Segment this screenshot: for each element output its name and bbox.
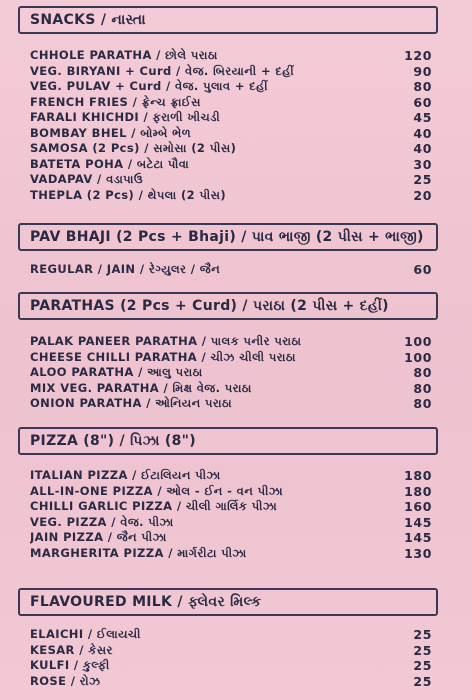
item-name: VEG. PULAV + Curd / વેજ. પુલાવ + દહીં bbox=[30, 79, 268, 94]
menu-item bbox=[30, 381, 432, 397]
item-price: 25 bbox=[413, 172, 432, 188]
item-name: KULFI / કુલ્ફી bbox=[30, 658, 110, 673]
menu-item bbox=[30, 95, 432, 111]
item-price: 25 bbox=[413, 627, 432, 643]
section-items-snacks bbox=[30, 48, 432, 203]
item-name: REGULAR / JAIN / રેગ્યુલર / જૈન bbox=[30, 262, 221, 277]
item-price: 80 bbox=[413, 380, 432, 396]
item-price: 80 bbox=[413, 365, 432, 381]
item-price: 20 bbox=[413, 187, 432, 203]
item-price: 100 bbox=[404, 349, 432, 365]
item-price: 30 bbox=[413, 156, 432, 172]
item-name: FRENCH FRIES / ફ્રેન્ચ ફ્રાઈસ bbox=[30, 94, 201, 109]
menu-item bbox=[30, 484, 432, 500]
item-price: 180 bbox=[404, 483, 432, 499]
item-name: BOMBAY BHEL / બોમ્બે ભેળ bbox=[30, 125, 192, 140]
item-name: ITALIAN PIZZA / ઈટાલિયન પીઝા bbox=[30, 468, 221, 483]
item-name: CHHOLE PARATHA / છોલે પરાઠા bbox=[30, 48, 218, 63]
item-price: 25 bbox=[413, 642, 432, 658]
item-price: 145 bbox=[404, 530, 432, 546]
menu-item bbox=[30, 262, 432, 278]
item-name: VADAPAV / વડાપાઉં bbox=[30, 172, 143, 187]
menu-item bbox=[30, 530, 432, 546]
section-header-parathas bbox=[18, 292, 438, 320]
item-name: VEG. PIZZA / વેજ. પીઝા bbox=[30, 514, 174, 529]
menu-item bbox=[30, 64, 432, 80]
menu-item bbox=[30, 350, 432, 366]
menu-item bbox=[30, 79, 432, 95]
item-name: ALOO PARATHA / આલુ પરાઠા bbox=[30, 365, 203, 380]
menu-item bbox=[30, 396, 432, 412]
item-name: JAIN PIZZA / જૈન પીઝા bbox=[30, 530, 167, 545]
section-header-snacks bbox=[18, 6, 438, 34]
item-price: 145 bbox=[404, 514, 432, 530]
item-price: 60 bbox=[413, 94, 432, 110]
item-name: VEG. BIRYANI + Curd / વેજ. બિરયાની + દહીં bbox=[30, 63, 295, 78]
menu-item bbox=[30, 110, 432, 126]
section-items-flavoured-milk bbox=[30, 627, 432, 689]
section-items-pav-bhaji bbox=[30, 262, 432, 278]
item-price: 120 bbox=[404, 48, 432, 64]
item-price: 100 bbox=[404, 334, 432, 350]
menu-item bbox=[30, 172, 432, 188]
item-name: FARALI KHICHDI / ફરાળી ખીચડી bbox=[30, 110, 221, 125]
section-title: PARATHAS (2 Pcs + Curd) / પરાઠા (2 પીસ + દહીં) bbox=[30, 298, 389, 314]
item-price: 80 bbox=[413, 396, 432, 412]
section-title: PAV BHAJI (2 Pcs + Bhaji) / પાવ ભાજી (2 પીસ + ભાજી) bbox=[30, 229, 424, 245]
item-price: 40 bbox=[413, 125, 432, 141]
item-name: MARGHERITA PIZZA / માર્ગરીટા પીઝા bbox=[30, 545, 247, 560]
item-name: CHEESE CHILLI PARATHA / ચીઝ ચીલી પરાઠા bbox=[30, 349, 296, 364]
item-name: ONION PARATHA / ઓનિયન પરાઠા bbox=[30, 396, 232, 411]
item-price: 40 bbox=[413, 141, 432, 157]
menu-item bbox=[30, 468, 432, 484]
item-price: 130 bbox=[404, 545, 432, 561]
section-header-pizza bbox=[18, 427, 438, 455]
menu-item bbox=[30, 188, 432, 204]
menu-item bbox=[30, 157, 432, 173]
menu-item bbox=[30, 48, 432, 64]
menu-item bbox=[30, 674, 432, 690]
item-price: 60 bbox=[413, 262, 432, 278]
item-price: 80 bbox=[413, 79, 432, 95]
item-name: ROSE / રોઝ bbox=[30, 673, 101, 688]
section-title: FLAVOURED MILK / ફ્લેવર મિલ્ક bbox=[30, 594, 262, 610]
item-price: 25 bbox=[413, 658, 432, 674]
item-price: 45 bbox=[413, 110, 432, 126]
item-name: MIX VEG. PARATHA / મિક્ષ વેજ. પરાઠા bbox=[30, 380, 252, 395]
menu-item bbox=[30, 365, 432, 381]
menu-item bbox=[30, 515, 432, 531]
item-name: BATETA POHA / બટેટા પૌવા bbox=[30, 156, 190, 171]
item-price: 180 bbox=[404, 468, 432, 484]
menu-item bbox=[30, 499, 432, 515]
item-name: SAMOSA (2 Pcs) / સમોસા (2 પીસ) bbox=[30, 141, 237, 156]
item-name: ALL-IN-ONE PIZZA / ઓલ - ઈન - વન પીઝા bbox=[30, 483, 283, 498]
item-name: ELAICHI / ઈલાયચી bbox=[30, 627, 141, 642]
section-items-pizza bbox=[30, 468, 432, 561]
item-name: CHILLI GARLIC PIZZA / ચીલી ગાર્લિક પીઝા bbox=[30, 499, 278, 514]
menu-item bbox=[30, 126, 432, 142]
menu-item bbox=[30, 658, 432, 674]
section-header-pav-bhaji bbox=[18, 223, 438, 251]
menu-item bbox=[30, 643, 432, 659]
item-name: KESAR / કેસર bbox=[30, 642, 113, 657]
section-header-flavoured-milk bbox=[18, 588, 438, 616]
menu-item bbox=[30, 334, 432, 350]
item-name: PALAK PANEER PARATHA / પાલક પનીર પરાઠા bbox=[30, 334, 302, 349]
section-title: PIZZA (8") / પિઝા (8") bbox=[30, 433, 196, 449]
menu-item bbox=[30, 627, 432, 643]
item-price: 25 bbox=[413, 673, 432, 689]
item-price: 90 bbox=[413, 63, 432, 79]
menu-item bbox=[30, 546, 432, 562]
section-items-parathas bbox=[30, 334, 432, 412]
item-price: 160 bbox=[404, 499, 432, 515]
menu-item bbox=[30, 141, 432, 157]
item-name: THEPLA (2 Pcs) / થેપલા (2 પીસ) bbox=[30, 187, 226, 202]
section-title: SNACKS / નાસ્તા bbox=[30, 12, 146, 28]
